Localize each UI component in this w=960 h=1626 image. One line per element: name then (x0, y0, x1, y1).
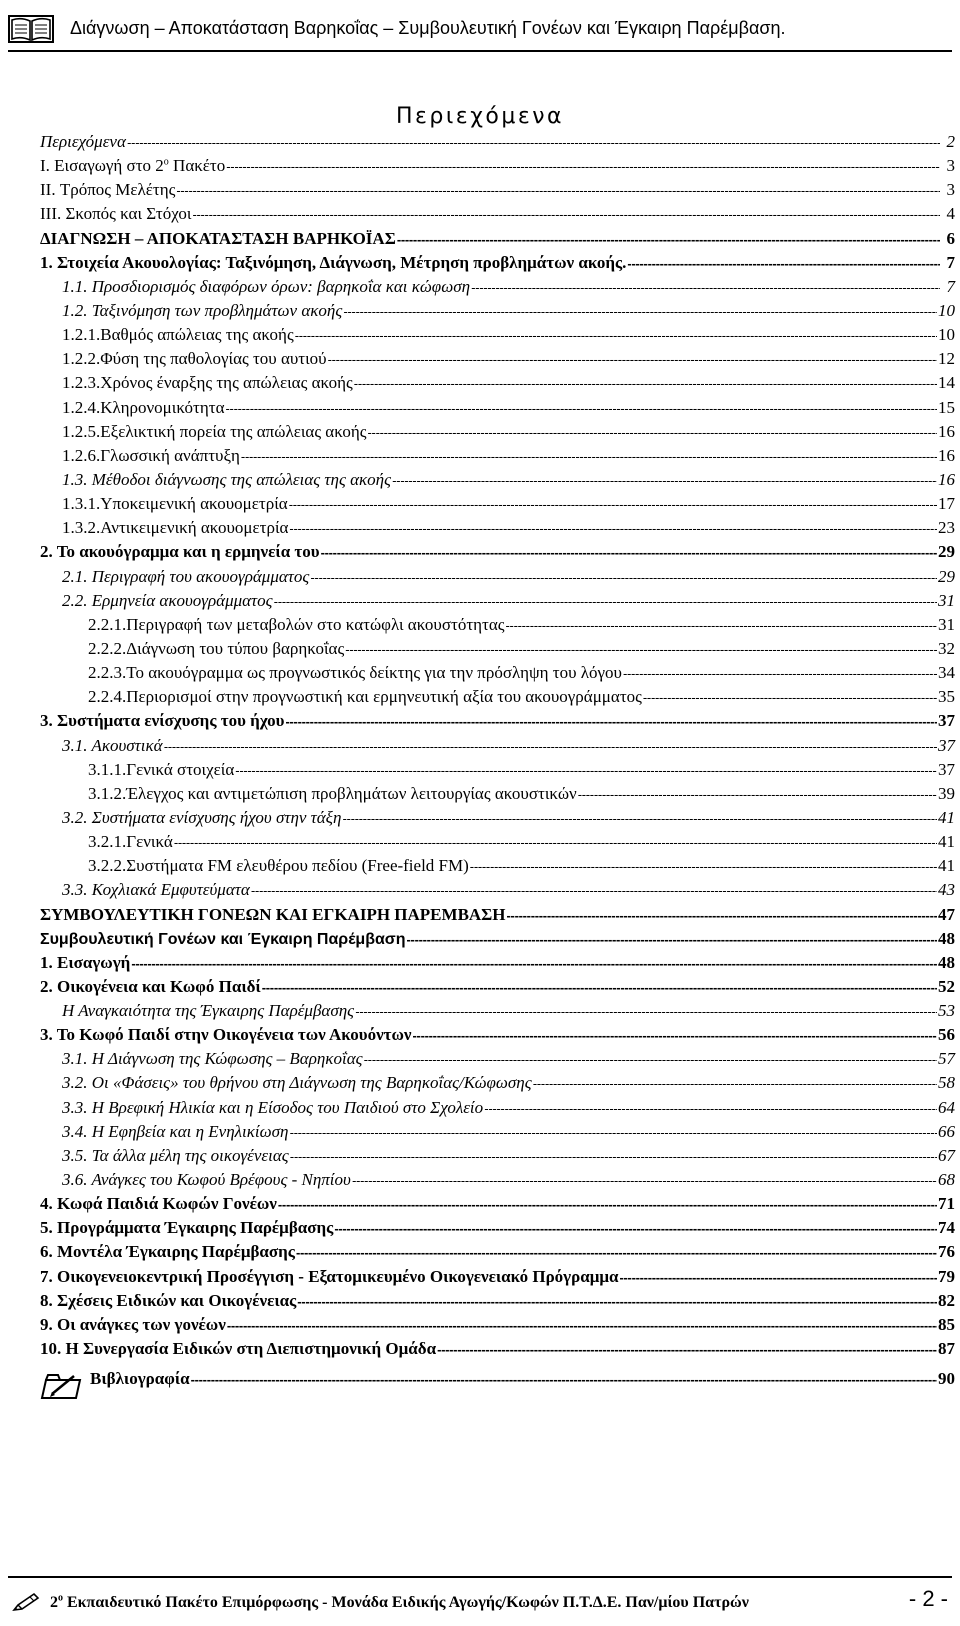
dot-leader (296, 1245, 937, 1260)
toc-entry-text (62, 494, 288, 514)
toc-entry-text (40, 229, 396, 249)
toc-entry-text-main: 3.2.1.Γενικά (88, 832, 173, 852)
toc-entry-page: 2 (946, 132, 955, 151)
toc-entry[interactable] (40, 687, 955, 711)
dot-leader (297, 1294, 937, 1309)
toc-entry-sup: ο (163, 156, 169, 168)
toc-entry-text (62, 349, 327, 369)
toc-entry-page: 7 (946, 276, 955, 296)
toc-entry-text-main: 2. Οικογένεια και Κωφό Παιδί (40, 976, 261, 996)
dot-leader (470, 859, 937, 874)
toc-entry-page: 71 (938, 1194, 955, 1214)
toc-entry-text-main: 1.2.3.Χρόνος έναρξης της απώλειας ακοής (62, 373, 353, 393)
toc-entry-page: 10 (938, 325, 955, 345)
toc-entry-text-main: 3.2. Οι «Φάσεις» του θρήνου στη Διάγνωση της Βαρηκοΐας/Κώφωσης (62, 1073, 532, 1093)
toc-entry[interactable] (40, 1339, 955, 1363)
toc-entry-page: 68 (938, 1170, 955, 1190)
toc-entry-text-main: 2.2.4.Περιορισμοί στην προγνωστική και ερμηνευτική αξία του ακουογράμματος (88, 687, 642, 707)
dot-leader (533, 1076, 937, 1091)
toc-entry[interactable] (40, 1291, 955, 1315)
toc-entry[interactable] (40, 1315, 955, 1339)
toc-entry-text (40, 253, 626, 273)
toc-entry-text (88, 687, 642, 707)
toc-entry[interactable] (40, 736, 955, 760)
toc-entry-page: 67 (938, 1145, 955, 1165)
toc-entry[interactable] (40, 277, 955, 301)
toc-entry-text-main: 3.1.2.Έλεγχος και αντιμετώπιση προβλημάτων λειτουργίας ακουστικών (88, 783, 577, 803)
toc-entry-page: 79 (938, 1266, 955, 1286)
toc-entry[interactable] (40, 615, 955, 639)
dot-leader (289, 497, 937, 512)
toc-entry-text (62, 1122, 288, 1142)
toc-entry-text (40, 977, 261, 997)
dot-leader (131, 956, 937, 971)
toc-entry-text-main: 2. Το ακουόγραμμα και η ερμηνεία του (40, 542, 320, 562)
toc-entry[interactable] (40, 253, 955, 277)
toc-entry-text (62, 1146, 289, 1166)
toc-entry-page: 37 (938, 711, 955, 731)
toc-entry-text-main: 1.1. Προσδιορισμός διαφόρων όρων: βαρηκοΐα και κώφωση (62, 276, 471, 296)
toc-entry-text (62, 1098, 483, 1118)
toc-entry-page: 43 (938, 880, 955, 900)
toc-entry-page: 41 (938, 832, 955, 852)
toc-entry-text-main: 3.6. Ανάγκες του Κωφού Βρέφους - Νηπίου (62, 1170, 351, 1190)
toc-entry-text (88, 615, 505, 635)
dot-leader (343, 304, 937, 319)
toc-entry-text-main: 1.2.5.Εξελικτική πορεία της απώλειας ακοής (62, 421, 367, 441)
toc-entry[interactable] (40, 1146, 955, 1170)
toc-entry-text (88, 856, 469, 876)
toc-entry-text-main: I. Εισαγωγή στο 2 (40, 156, 164, 176)
toc-entry-page: 3 (946, 156, 955, 176)
toc-entry[interactable] (40, 880, 955, 904)
toc-entry-text-main: 2.1. Περιγραφή του ακουογράμματος (62, 566, 310, 586)
toc-entry[interactable] (40, 905, 955, 929)
dot-leader (295, 328, 937, 343)
toc-entry-text (40, 1291, 296, 1311)
toc-entry[interactable] (40, 422, 955, 446)
pencil-folder-icon (40, 1372, 84, 1400)
toc-entry-text-main: 3.1.1.Γενικά στοιχεία (88, 759, 235, 779)
toc-entry-text-main: 3.3. Η Βρεφική Ηλικία και η Είσοδος του Παιδιού στο Σχολείο (62, 1097, 484, 1117)
toc-entry-page: 74 (938, 1218, 955, 1238)
dot-leader (364, 1052, 937, 1067)
toc-entry[interactable] (40, 373, 955, 397)
dot-leader (345, 642, 937, 657)
toc-entry-text-main: 1.2.6.Γλωσσική ανάπτυξη (62, 445, 240, 465)
toc-entry-text (40, 132, 126, 152)
toc-entry[interactable] (40, 808, 955, 832)
toc-entry[interactable] (40, 518, 955, 542)
toc-entry-text-main: 3.1. Ακουστικά (62, 735, 163, 755)
open-book-icon (8, 14, 54, 44)
toc-entry[interactable] (40, 639, 955, 663)
dot-leader (226, 401, 937, 416)
toc-entry[interactable] (40, 1098, 955, 1122)
toc-entry-text-main: Περιεχόμενα (40, 132, 126, 151)
toc-entry-text (40, 931, 406, 949)
toc-entry-text-main: 1. Εισαγωγή (40, 952, 131, 972)
toc-entry-page: 3 (946, 180, 955, 200)
toc-entry-text-main: Συμβουλευτική Γονέων και Έγκαιρη Παρέμβαση (40, 930, 406, 948)
toc-entry[interactable] (40, 494, 955, 518)
dot-leader (310, 570, 937, 585)
toc-entry-page: 64 (938, 1097, 955, 1117)
toc-entry[interactable] (40, 229, 955, 253)
toc-entry[interactable] (40, 180, 955, 204)
toc-entry-text (40, 204, 191, 224)
header-divider (8, 50, 952, 52)
toc-entry-text-main: 2.2.3.Το ακουόγραμμα ως προγνωστικός δείκτης για την πρόσληψη του λόγου (88, 663, 622, 683)
toc-entry[interactable] (40, 542, 955, 566)
toc-entry-text-main: 2.2.1.Περιγραφή των μεταβολών στο κατώφλι ακουστότητας (88, 614, 505, 634)
toc-entry-text-main: ΣΥΜΒΟΥΛΕΥΤΙΚΗ ΓΟΝΕΩΝ ΚΑΙ ΕΓΚΑΙΡΗ ΠΑΡΕΜΒΑΣΗ (40, 904, 506, 924)
toc-entry-text-main: 3.2. Συστήματα ενίσχυσης ήχου στην τάξη (62, 807, 342, 827)
toc-entry[interactable] (40, 301, 955, 325)
toc-entry[interactable] (40, 325, 955, 349)
toc-entry-page: 56 (938, 1025, 955, 1045)
toc-entry[interactable] (40, 349, 955, 373)
toc-entry-text-main: 3.3. Κοχλιακά Εμφυτεύματα (62, 880, 250, 900)
toc-entry[interactable] (40, 856, 955, 880)
toc-entry-text (88, 760, 234, 780)
toc-entry-text (40, 953, 130, 973)
dot-leader (355, 1004, 937, 1019)
toc-entry-page: 14 (938, 373, 955, 393)
toc-entry[interactable] (40, 1122, 955, 1146)
toc-entry-page: 32 (938, 638, 955, 658)
toc-entry-page: 82 (938, 1290, 955, 1310)
toc-entry-text (88, 639, 344, 659)
toc-entry-text (62, 301, 342, 321)
toc-entry-text-main: 1.3. Μέθοδοι διάγνωσης της απώλειας της ακοής (62, 469, 392, 489)
toc-entry[interactable] (40, 156, 955, 180)
toc-entry-text (62, 567, 309, 587)
toc-entry[interactable] (40, 663, 955, 687)
footer-divider (8, 1576, 952, 1578)
dot-leader (226, 159, 940, 174)
toc-entry-page: 34 (938, 663, 955, 683)
toc-entry-text-after: Πακέτο (168, 156, 226, 176)
dot-leader (368, 425, 937, 440)
toc-entry[interactable] (40, 470, 955, 494)
toc-entry[interactable] (40, 784, 955, 808)
toc-entry-text-main: 3. Συστήματα ενίσχυσης του ήχου (40, 711, 285, 731)
toc-entry[interactable] (40, 711, 955, 735)
toc-entry[interactable] (40, 1194, 955, 1218)
toc-entry[interactable] (40, 1001, 955, 1025)
dot-leader (127, 135, 940, 150)
toc-entry[interactable] (40, 1218, 955, 1242)
dot-leader (342, 811, 937, 826)
toc-entry-text-main: III. Σκοπός και Στόχοι (40, 204, 192, 224)
page-header (8, 10, 953, 50)
dot-leader (251, 883, 937, 898)
dot-leader (471, 280, 940, 295)
header-title: Διάγνωση – Αποκατάσταση Βαρηκοΐας – Συμβουλευτική Γονέων και Έγκαιρη Παρέμβαση. (70, 18, 786, 38)
toc-entry-page: 7 (946, 252, 955, 272)
toc-entry-page: 15 (938, 397, 955, 417)
toc-entry-text (62, 1049, 363, 1069)
dot-leader (397, 232, 940, 247)
toc-entry[interactable] (40, 760, 955, 784)
page-number: - 2 - (908, 1586, 948, 1611)
toc-entry[interactable] (40, 953, 955, 977)
toc-entry-page: 85 (938, 1314, 955, 1334)
toc-entry-page: 35 (938, 687, 955, 707)
toc-entry-text-main: 3.5. Τα άλλα μέλη της οικογένειας (62, 1145, 289, 1165)
toc-entry-text-main: 1. Στοιχεία Ακουολογίας: Ταξινόμηση, Διάγνωση, Μέτρηση προβλημάτων ακοής. (40, 252, 627, 272)
dot-leader (191, 1372, 937, 1387)
toc-entry[interactable] (40, 1049, 955, 1073)
toc-entry-page: 31 (938, 590, 955, 610)
toc-entry-page: 4 (946, 204, 955, 224)
dot-leader (289, 521, 937, 536)
page-footer (12, 1586, 952, 1618)
toc-entry-text-main: ΔΙΑΓΝΩΣΗ – ΑΠΟΚΑΤΑΣΤΑΣΗ ΒΑΡΗΚΟΪΑΣ (40, 228, 396, 248)
toc-entry[interactable] (40, 567, 955, 591)
toc-entry-text (62, 518, 288, 538)
toc-entry-page: 87 (938, 1339, 955, 1359)
toc-entry[interactable] (40, 1267, 955, 1291)
toc-entry-page: 76 (938, 1242, 955, 1262)
toc-entry[interactable] (40, 591, 955, 615)
dot-leader (241, 449, 937, 464)
toc-entry-text (88, 784, 577, 804)
toc-entry-text (88, 663, 622, 683)
toc-entry-page: 12 (938, 349, 955, 369)
dot-leader (274, 594, 937, 609)
toc-entry[interactable] (40, 398, 955, 422)
dot-leader (619, 1270, 937, 1285)
dot-leader (392, 473, 937, 488)
toc-entry-page: 23 (938, 518, 955, 538)
dot-leader (176, 183, 940, 198)
toc-entry-page: 58 (938, 1073, 955, 1093)
toc-entry-text (40, 1267, 618, 1287)
page-title: Περιεχόμενα (395, 104, 565, 129)
toc-entry-text (88, 832, 173, 852)
dot-leader (328, 352, 937, 367)
toc-entry-text-main: 7. Οικογενειοκεντρική Προσέγγιση - Εξατομικευμένο Οικογενειακό Πρόγραμμα (40, 1266, 619, 1286)
toc-entry-text-main: 8. Σχέσεις Ειδικών και Οικογένειας (40, 1290, 297, 1310)
dot-leader (235, 763, 937, 778)
dot-leader (334, 1221, 937, 1236)
toc-entry-text-main: 3.4. Η Εφηβεία και η Ενηλικίωση (62, 1121, 289, 1141)
toc-entry-text-main: 4. Κωφά Παιδιά Κωφών Γονέων (40, 1194, 277, 1214)
toc-entry-text (40, 1339, 436, 1359)
toc-entry-text (40, 1315, 226, 1335)
toc-entry-text-main: II. Τρόπος Μελέτης (40, 180, 176, 200)
dot-leader (290, 1149, 937, 1164)
dot-leader (437, 1342, 937, 1357)
toc-entry-text-main: 1.2.1.Βαθμός απώλειας της ακοής (62, 325, 294, 345)
toc-entry-text (62, 325, 294, 345)
dot-leader (407, 932, 937, 947)
toc-entry-page: 57 (938, 1049, 955, 1069)
toc-entry-text-main: 1.3.1.Υποκειμενική ακουομετρία (62, 494, 288, 514)
toc-entry-text (40, 1218, 333, 1238)
dot-leader (192, 207, 940, 222)
toc-entry-page: 48 (938, 928, 955, 948)
toc-entry-text (62, 277, 470, 297)
dot-leader (578, 787, 937, 802)
toc-entry[interactable] (40, 446, 955, 470)
toc-entry-text (62, 398, 225, 418)
toc-entry[interactable] (40, 832, 955, 856)
dot-leader (354, 376, 937, 391)
footer-text-sup: ο (58, 1592, 63, 1604)
dot-leader (321, 545, 937, 560)
toc-entry-text-main: 9. Οι ανάγκες των γονέων (40, 1314, 226, 1334)
toc-entry[interactable] (40, 1073, 955, 1097)
toc-entry-page: 31 (938, 614, 955, 634)
toc-entry-page: 29 (938, 566, 955, 586)
toc-entry-text (40, 1242, 295, 1262)
toc-entry-page: 52 (938, 976, 955, 996)
toc-entry-text (62, 422, 367, 442)
toc-entry-page: 39 (938, 783, 955, 803)
toc-entry-text (62, 373, 353, 393)
toc-entry[interactable] (40, 1025, 955, 1049)
toc-entry-page: 41 (938, 856, 955, 876)
dot-leader (227, 1318, 937, 1333)
toc-entry-page: 6 (946, 228, 955, 248)
toc-entry-text (40, 156, 225, 176)
toc-entry-text-main: 3.2.2.Συστήματα FM ελευθέρου πεδίου (Free-field FM) (88, 856, 469, 876)
toc-entry-page: 66 (938, 1121, 955, 1141)
dot-leader (623, 666, 937, 681)
toc-entry-text-main: 1.2.4.Κληρονομικότητα (62, 397, 225, 417)
dot-leader (413, 1028, 937, 1043)
toc-entry-text (62, 1001, 354, 1021)
footer-text-number: 2 (50, 1594, 58, 1611)
dot-leader (174, 835, 937, 850)
toc-entry-text-main: 2.2.2.Διάγνωση του τύπου βαρηκοΐας (88, 638, 345, 658)
footer-text (50, 1594, 749, 1612)
toc-entry-page: 10 (938, 300, 955, 320)
toc-entry[interactable] (40, 132, 955, 156)
toc-entry-page: 48 (938, 952, 955, 972)
toc-entry-text-main: 10. Η Συνεργασία Ειδικών στη Διεπιστημονική Ομάδα (40, 1339, 437, 1359)
toc-entry-text (62, 880, 250, 900)
toc-entry-page: 16 (938, 445, 955, 465)
toc-entry-page: 90 (938, 1369, 955, 1389)
toc-entry-text (40, 905, 506, 925)
toc-entry-text-main: 1.3.2.Αντικειμενική ακουομετρία (62, 518, 289, 538)
toc-entry-page: 53 (938, 1001, 955, 1021)
toc-entry-text-main: 6. Μοντέλα Έγκαιρης Παρέμβασης (40, 1242, 295, 1262)
toc-entry[interactable] (40, 1242, 955, 1266)
toc-entry-text: Βιβλιογραφία (90, 1369, 190, 1389)
dot-leader (164, 739, 937, 754)
toc-entry-text-main: 5. Προγράμματα Έγκαιρης Παρέμβασης (40, 1218, 334, 1238)
toc-entry-text (62, 1170, 351, 1190)
toc-entry[interactable] (40, 204, 955, 228)
toc-entry-text (62, 470, 391, 490)
pen-icon (12, 1592, 40, 1612)
dot-leader (286, 714, 938, 729)
toc-entry-page: 16 (938, 469, 955, 489)
toc-entry-text-main: Η Αναγκαιότητα της Έγκαιρης Παρέμβασης (62, 1001, 355, 1021)
toc-entry-text (62, 591, 273, 611)
toc-entry-page: 16 (938, 421, 955, 441)
toc-entry-text-main: 1.2.2.Φύση της παθολογίας του αυτιού (62, 349, 327, 369)
toc-entry-text (40, 711, 285, 731)
dot-leader (507, 908, 937, 923)
footer-text-rest: Εκπαιδευτικό Πακέτο Επιμόρφωσης - Μονάδα Ειδικής Αγωγής/Κωφών Π.Τ.Δ.Ε. Παν/μίου Πατρών (63, 1594, 749, 1611)
dot-leader (506, 618, 937, 633)
dot-leader (627, 256, 940, 271)
toc-entry-page: 41 (938, 807, 955, 827)
toc-entry-text (40, 542, 320, 562)
toc-entry-text (62, 1073, 532, 1093)
toc-entry-page: 37 (938, 759, 955, 779)
toc-entry-text-main: 3. Το Κωφό Παιδί στην Οικογένεια των Ακουόντων (40, 1025, 412, 1045)
dot-leader (289, 1125, 937, 1140)
toc-entry-text (62, 808, 341, 828)
toc-entry-bibliography[interactable] (40, 1369, 955, 1403)
toc-entry-text (40, 1194, 277, 1214)
toc-entry-text (62, 736, 163, 756)
toc-entry-page: 47 (938, 904, 955, 924)
toc-entry[interactable] (40, 929, 955, 953)
toc-entry-page: 29 (938, 542, 955, 562)
dot-leader (352, 1173, 937, 1188)
toc-entry-text (40, 180, 175, 200)
toc-entry-text (40, 1025, 412, 1045)
table-of-contents (40, 132, 955, 1403)
dot-leader (484, 1101, 937, 1116)
dot-leader (278, 1197, 937, 1212)
dot-leader (643, 690, 937, 705)
dot-leader (262, 980, 937, 995)
toc-entry[interactable] (40, 977, 955, 1001)
toc-entry[interactable] (40, 1170, 955, 1194)
toc-entry-text-main: 3.1. Η Διάγνωση της Κώφωσης – Βαρηκοΐας (62, 1049, 363, 1069)
toc-entry-text-main: 1.2. Ταξινόμηση των προβλημάτων ακοής (62, 300, 343, 320)
toc-entry-text-main: 2.2. Ερμηνεία ακουογράμματος (62, 590, 273, 610)
toc-entry-text (62, 446, 240, 466)
toc-entry-page: 37 (938, 735, 955, 755)
toc-entry-page: 17 (938, 494, 955, 514)
